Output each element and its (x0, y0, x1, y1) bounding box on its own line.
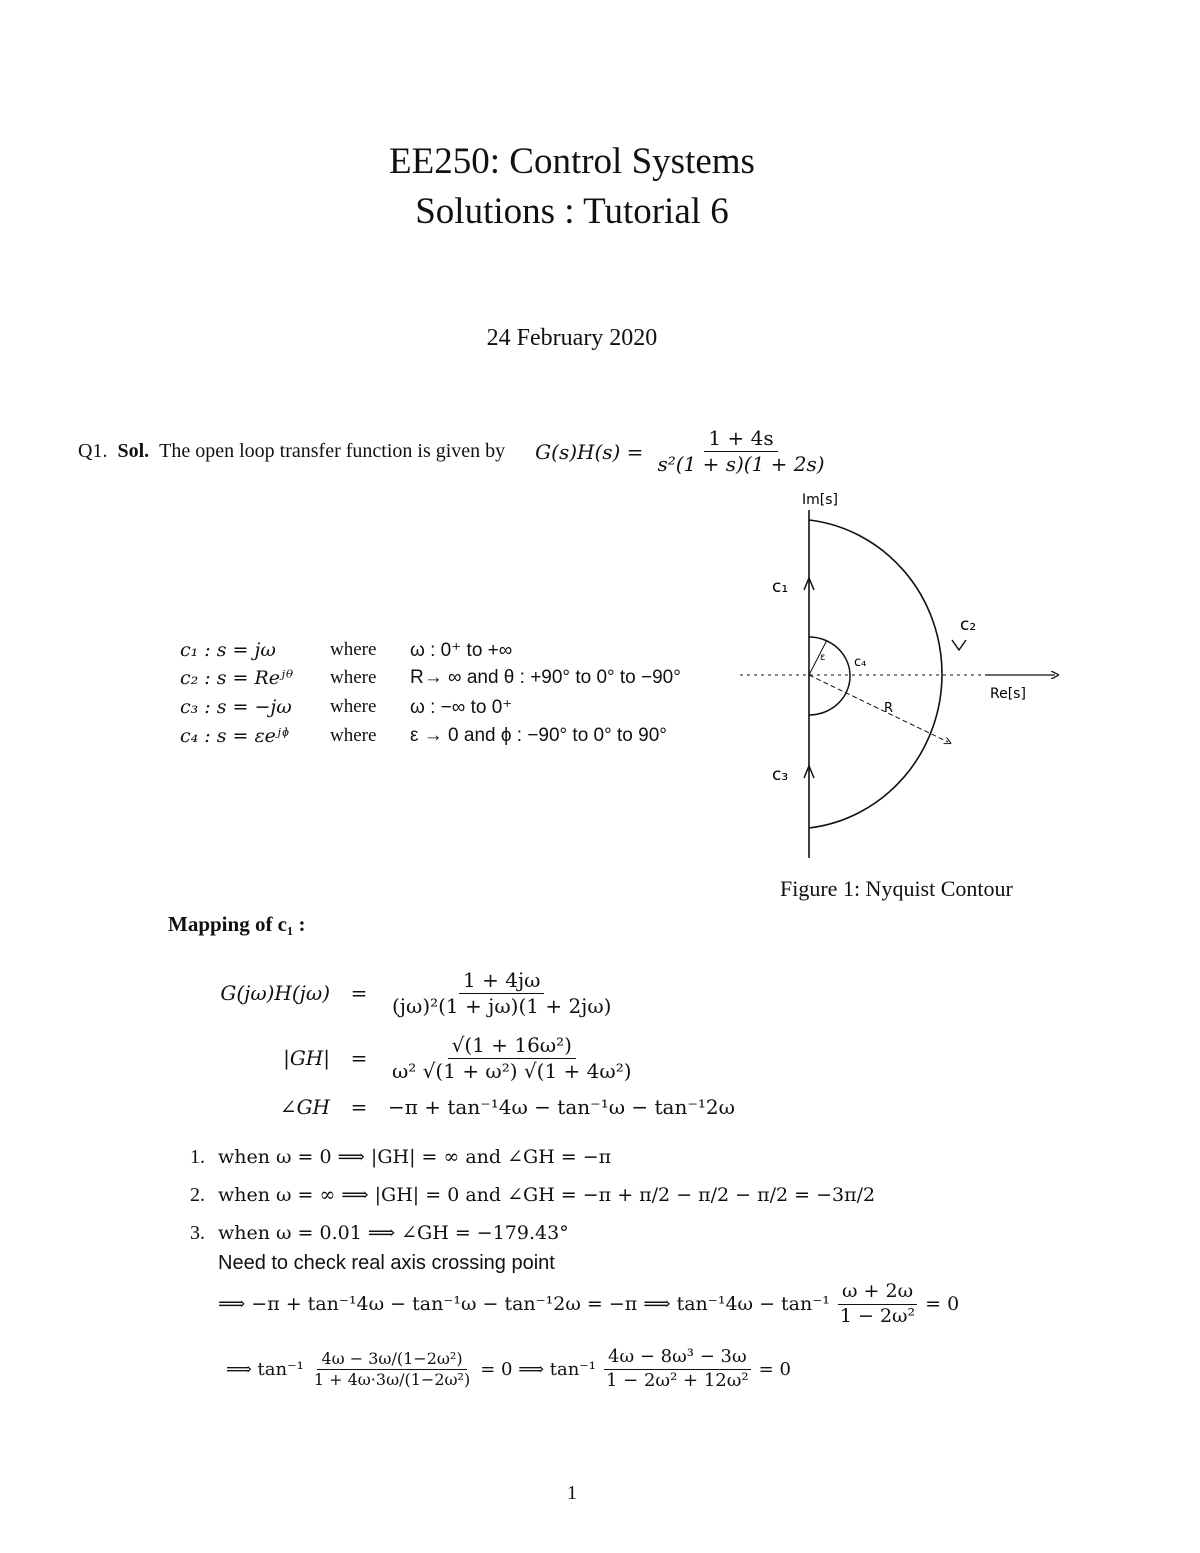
equation-lhs: |GH| (283, 1046, 330, 1070)
derivation-middle: = 0 ⟹ tan⁻¹ (480, 1358, 596, 1380)
equation-fraction (388, 1033, 636, 1084)
derivation-numerator: ω + 2ω (838, 1280, 917, 1305)
derivation-right: = 0 (925, 1293, 960, 1316)
equation-gh (180, 960, 735, 1026)
check-line: Need to check real axis crossing point (218, 1252, 555, 1274)
question-intro: The open loop transfer function is given by (159, 440, 506, 462)
contour-where: where (330, 667, 377, 688)
nyquist-contour-figure (740, 480, 1100, 870)
list-item (190, 1184, 875, 1207)
equals-sign: = (350, 1046, 368, 1070)
question-1 (78, 426, 829, 477)
equation-rhs: −π + tan⁻¹4ω − tan⁻¹ω − tan⁻¹2ω (388, 1095, 735, 1119)
equation-phase (180, 1090, 735, 1124)
transfer-function-denominator: s²(1 + s)(1 + 2s) (657, 452, 825, 476)
derivation-fraction (310, 1349, 474, 1390)
radius-label: R (884, 701, 894, 716)
equation-denominator: ω² √(1 + ω²) √(1 + 4ω²) (392, 1058, 632, 1083)
contour-def: c₁ : s = jω (180, 639, 276, 661)
derivation-denominator: 1 − 2ω² (839, 1304, 916, 1327)
question-label: Q1. (78, 440, 108, 462)
equation-numerator: √(1 + 16ω²) (448, 1033, 576, 1059)
list-item (190, 1222, 569, 1245)
real-axis-label: Re[s] (990, 686, 1026, 702)
contour-def: c₄ : s = εeʲᶲ (180, 725, 290, 747)
transfer-function-lhs: G(s)H(s) = (535, 439, 644, 464)
document-title: EE250: Control Systems (389, 141, 755, 182)
contour-range: ε → 0 and ϕ : −90° to 0° to 90° (410, 725, 667, 746)
imaginary-axis-label: Im[s] (802, 492, 838, 508)
equation-numerator: 1 + 4jω (459, 968, 544, 994)
c4-label: c₄ (854, 655, 867, 670)
equation-fraction (388, 968, 615, 1019)
figure-caption: Figure 1: Nyquist Contour (780, 876, 1013, 901)
contour-where: where (330, 696, 377, 717)
contour-where: where (330, 725, 377, 746)
c2-direction-arrow (952, 640, 966, 650)
derivation-fraction-2 (602, 1346, 753, 1392)
equation-lhs: G(jω)H(jω) (220, 981, 330, 1005)
derivation-numerator: 4ω − 3ω/(1−2ω²) (317, 1349, 466, 1370)
transfer-function-fraction (653, 426, 828, 477)
derivation-line-b (226, 1346, 791, 1392)
list-text: when ω = 0 ⟹ |GH| = ∞ and ∠GH = −π (218, 1146, 612, 1168)
list-number: 1. (190, 1146, 205, 1168)
transfer-function-numerator: 1 + 4s (704, 426, 777, 452)
c2-label: c₂ (960, 615, 977, 635)
derivation-denominator: 1 − 2ω² + 12ω² (606, 1369, 749, 1391)
equation-block (180, 960, 735, 1124)
derivation-fraction (836, 1280, 919, 1329)
epsilon-label: ε (820, 652, 826, 663)
equation-denominator: (jω)²(1 + jω)(1 + 2jω) (392, 993, 612, 1018)
contour-range: ω : −∞ to 0⁺ (410, 697, 513, 718)
solution-label: Sol. (117, 440, 150, 462)
contour-c3-row (180, 696, 512, 719)
contour-range: ω : 0⁺ to +∞ (410, 640, 513, 661)
document-subtitle: Solutions : Tutorial 6 (415, 191, 729, 232)
c1-label: c₁ (772, 577, 789, 597)
list-text: when ω = ∞ ⟹ |GH| = 0 and ∠GH = −π + π/2 − π/2 − π/2 = −3π/2 (218, 1184, 876, 1206)
mapping-heading: Mapping of c₁ : (168, 912, 306, 936)
radius-line (809, 675, 948, 742)
list-item (190, 1146, 611, 1169)
contour-c4-arc (809, 637, 850, 715)
derivation-line-a (218, 1280, 959, 1329)
list-text: when ω = 0.01 ⟹ ∠GH = −179.43° (218, 1222, 569, 1244)
contour-c4-row (180, 725, 667, 747)
c3-label: c₃ (772, 765, 789, 785)
derivation-prefix: ⟹ tan⁻¹ (226, 1358, 304, 1380)
list-number: 2. (190, 1184, 205, 1206)
equation-lhs: ∠GH (279, 1095, 330, 1119)
contour-c2-row (180, 667, 681, 689)
equation-magnitude (180, 1026, 735, 1090)
contour-def: c₃ : s = −jω (180, 696, 292, 718)
page-number: 1 (567, 1482, 577, 1504)
derivation-numerator: 4ω − 8ω³ − 3ω (604, 1346, 751, 1370)
equals-sign: = (350, 981, 368, 1005)
contour-c2-arc (809, 520, 942, 828)
list-number: 3. (190, 1222, 205, 1244)
derivation-left: ⟹ −π + tan⁻¹4ω − tan⁻¹ω − tan⁻¹2ω = −π ⟹ tan⁻¹4ω − tan⁻¹ (218, 1293, 830, 1316)
contour-range: R→ ∞ and θ : +90° to 0° to −90° (410, 667, 681, 688)
equals-sign: = (350, 1095, 368, 1119)
derivation-right: = 0 (758, 1358, 791, 1380)
contour-def: c₂ : s = Reʲᶿ (180, 667, 295, 689)
derivation-denominator: 1 + 4ω·3ω/(1−2ω²) (313, 1369, 471, 1389)
document-date: 24 February 2020 (486, 325, 658, 351)
contour-where: where (330, 639, 377, 660)
contour-c1-row (180, 639, 512, 662)
